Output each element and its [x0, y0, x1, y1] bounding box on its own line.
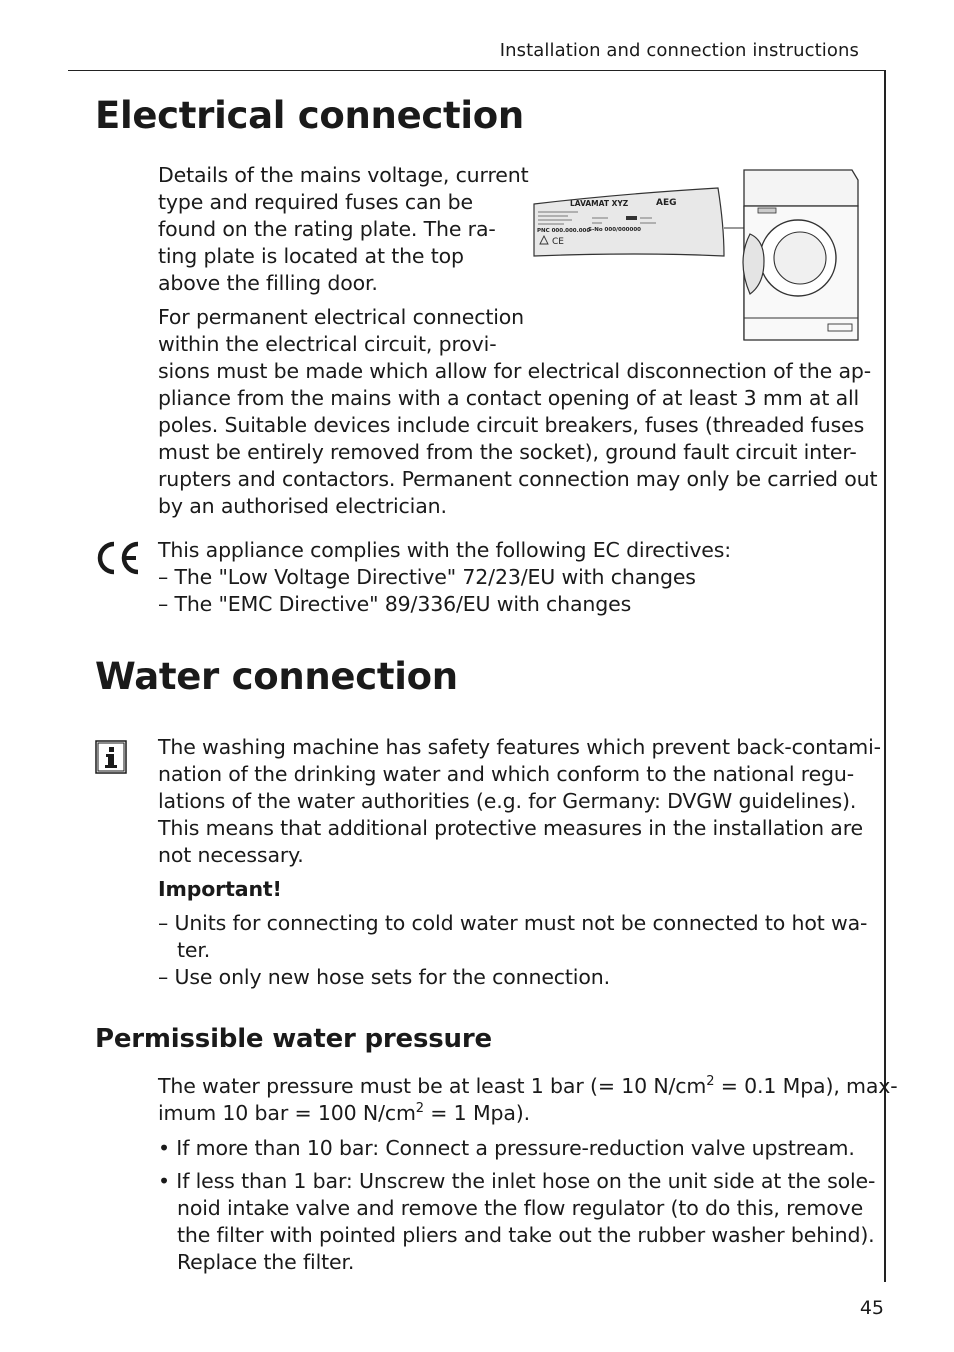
electrical-para-2: For permanent electrical connection within the electrical circuit, provi- sions must be made which allow for electrical disconnection of the ap- pliance from the mains with a contact opening of at least 3 mm at all poles. Suitable devices include circuit breakers, fuses (threaded fuses must be entirely removed from the socket), ground fault circuit inter- rupters and contactors. Permanent connection may only be carried out by an authorised electrician. — [158, 305, 878, 518]
water-info-para: The washing machine has safety features which prevent back-contami- nation of the drinking water and which conform to the national regu- lations of the water authorities (e.g. for Germany: DVGW guidelines). This means that additional protective measures in the installation are not necessary. — [158, 735, 881, 867]
subsection-title-pressure: Permissible water pressure — [95, 1024, 492, 1054]
pressure-intro: The water pressure must be at least 1 bar (= 10 $N/cm^2 = 0.1$ Mpa), max- imum 10 bar = 100 $N/cm^2 = 1$ Mpa). — [158, 1074, 898, 1125]
pressure-bullet-2: • If less than 1 bar: Unscrew the inlet hose on the unit side at the sole- noid intake valve and remove the flow regulator (to do this, remove the filter with pointed pliers and take out the rubber washer behind). Replace the filter. — [158, 1169, 876, 1274]
ce-mark-icon — [94, 538, 142, 578]
svg-text:CE: CE — [552, 237, 564, 247]
electrical-para-1: Details of the mains voltage, current type and required fuses can be found on the rating plate. The ra- ting plate is located at the top above the filling door. — [158, 163, 529, 295]
running-title: Installation and connection instructions — [499, 40, 859, 61]
list-item: – Use only new hose sets for the connection. — [158, 965, 610, 989]
ec-directives: This appliance complies with the following EC directives: – The "Low Voltage Directive" 72/23/EU with changes – The "EMC Directive" 89/336/EU with changes — [158, 538, 732, 616]
important-list — [158, 910, 867, 991]
list-item: • If more than 10 bar: Connect a pressure-reduction valve upstream. — [158, 1136, 855, 1160]
svg-text:PNC 000.000.000: PNC 000.000.000 — [537, 228, 591, 234]
info-icon — [95, 740, 127, 774]
section-title-electrical: Electrical connection — [95, 94, 524, 137]
pressure-bullet-1 — [158, 1135, 855, 1162]
svg-text:AEG: AEG — [656, 198, 677, 208]
svg-text:S-No 000/000000: S-No 000/000000 — [588, 227, 641, 233]
rating-plate-illustration — [528, 166, 862, 346]
important-label: Important! — [158, 877, 282, 901]
list-item-continuation: ter. — [177, 938, 211, 962]
header-rule — [68, 70, 885, 71]
section-title-water: Water connection — [95, 655, 458, 698]
page-number: 45 — [859, 1297, 884, 1319]
svg-text:LAVAMAT XYZ: LAVAMAT XYZ — [570, 199, 629, 208]
list-item: – Units for connecting to cold water must not be connected to hot wa- — [158, 911, 868, 935]
list-item: • If less than 1 bar: Unscrew the inlet hose on the unit side at the sole- — [158, 1169, 876, 1193]
